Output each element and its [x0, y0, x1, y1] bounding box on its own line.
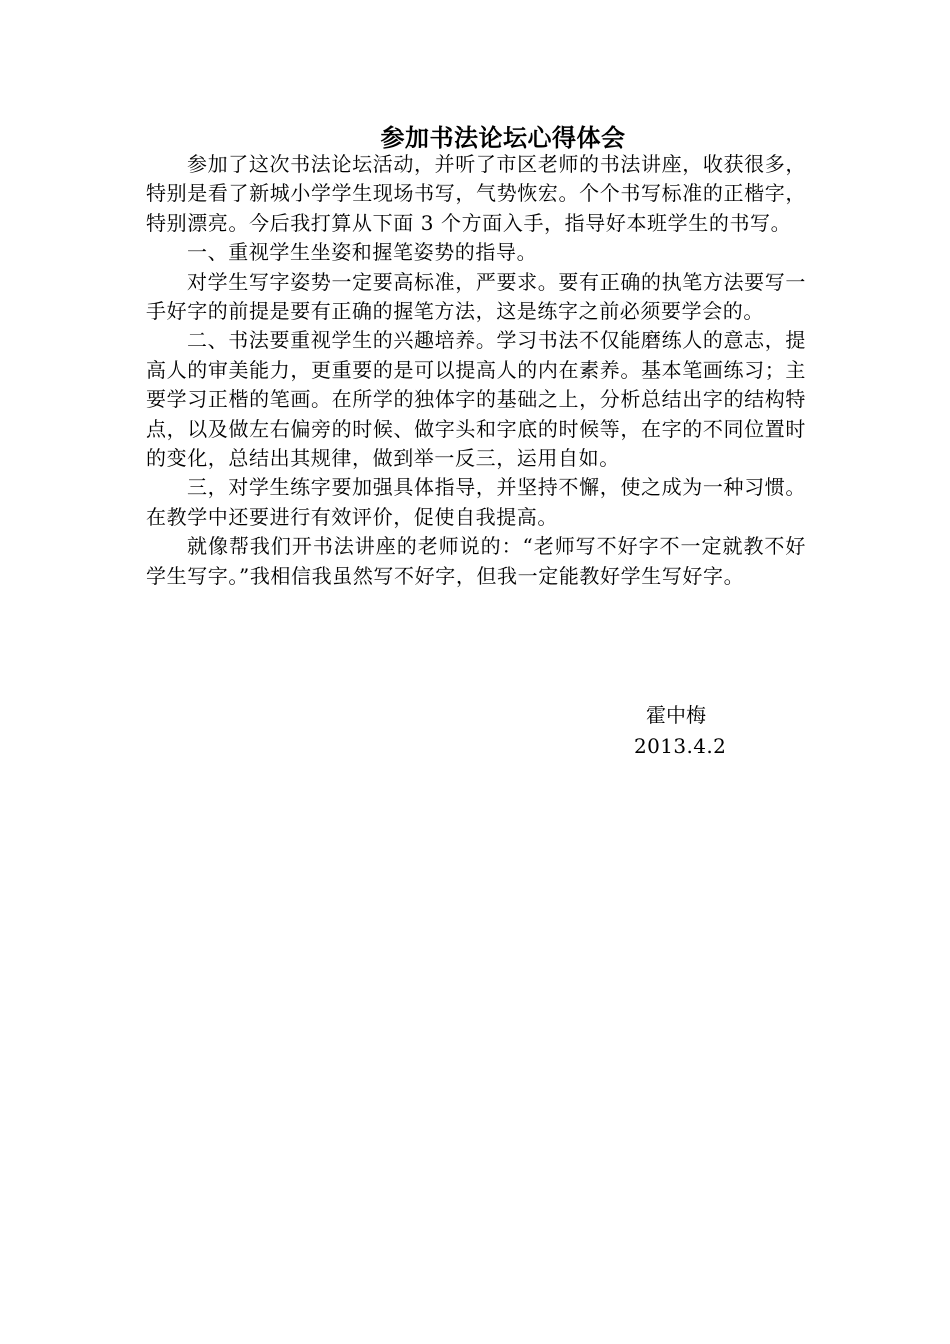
paragraph-point-1-heading: 一、重视学生坐姿和握笔姿势的指导。 [187, 240, 538, 265]
signature-date: 2013.4.2 [634, 734, 727, 758]
paragraph-point-3: 三，对学生练字要加强具体指导，并坚持不懈，使之成为一种习惯。在教学中还要进行有效评价，促使自我提高。 [146, 475, 806, 529]
signature-name: 霍中梅 [646, 703, 706, 727]
paragraph-conclusion: 就像帮我们开书法讲座的老师说的：“老师写不好字不一定就教不好学生写字。”我相信我虽然写不好字，但我一定能教好学生写好字。 [146, 534, 806, 588]
paragraph-intro: 参加了这次书法论坛活动，并听了市区老师的书法讲座，收获很多，特别是看了新城小学学生现场书写，气势恢宏。个个书写标准的正楷字，特别漂亮。今后我打算从下面 3 个方面入手，指导好本班学生的书写。 [146, 152, 806, 235]
document-title: 参加书法论坛心得体会 [380, 124, 626, 152]
paragraph-point-1-detail: 对学生写字姿势一定要高标准，严要求。要有正确的执笔方法要写一手好字的前提是要有正确的握笔方法，这是练字之前必须要学会的。 [146, 269, 806, 324]
document-body [146, 150, 806, 591]
paragraph-point-2: 二、书法要重视学生的兴趣培养。学习书法不仅能磨练人的意志，提高人的审美能力，更重要的是可以提高人的内在素养。基本笔画练习；主要学习正楷的笔画。在所学的独体字的基础之上，分析总结出字的结构特点，以及做左右偏旁的时候、做字头和字底的时候等，在字的不同位置时的变化，总结出其规律，做到举一反三，运用自如。 [146, 328, 806, 471]
